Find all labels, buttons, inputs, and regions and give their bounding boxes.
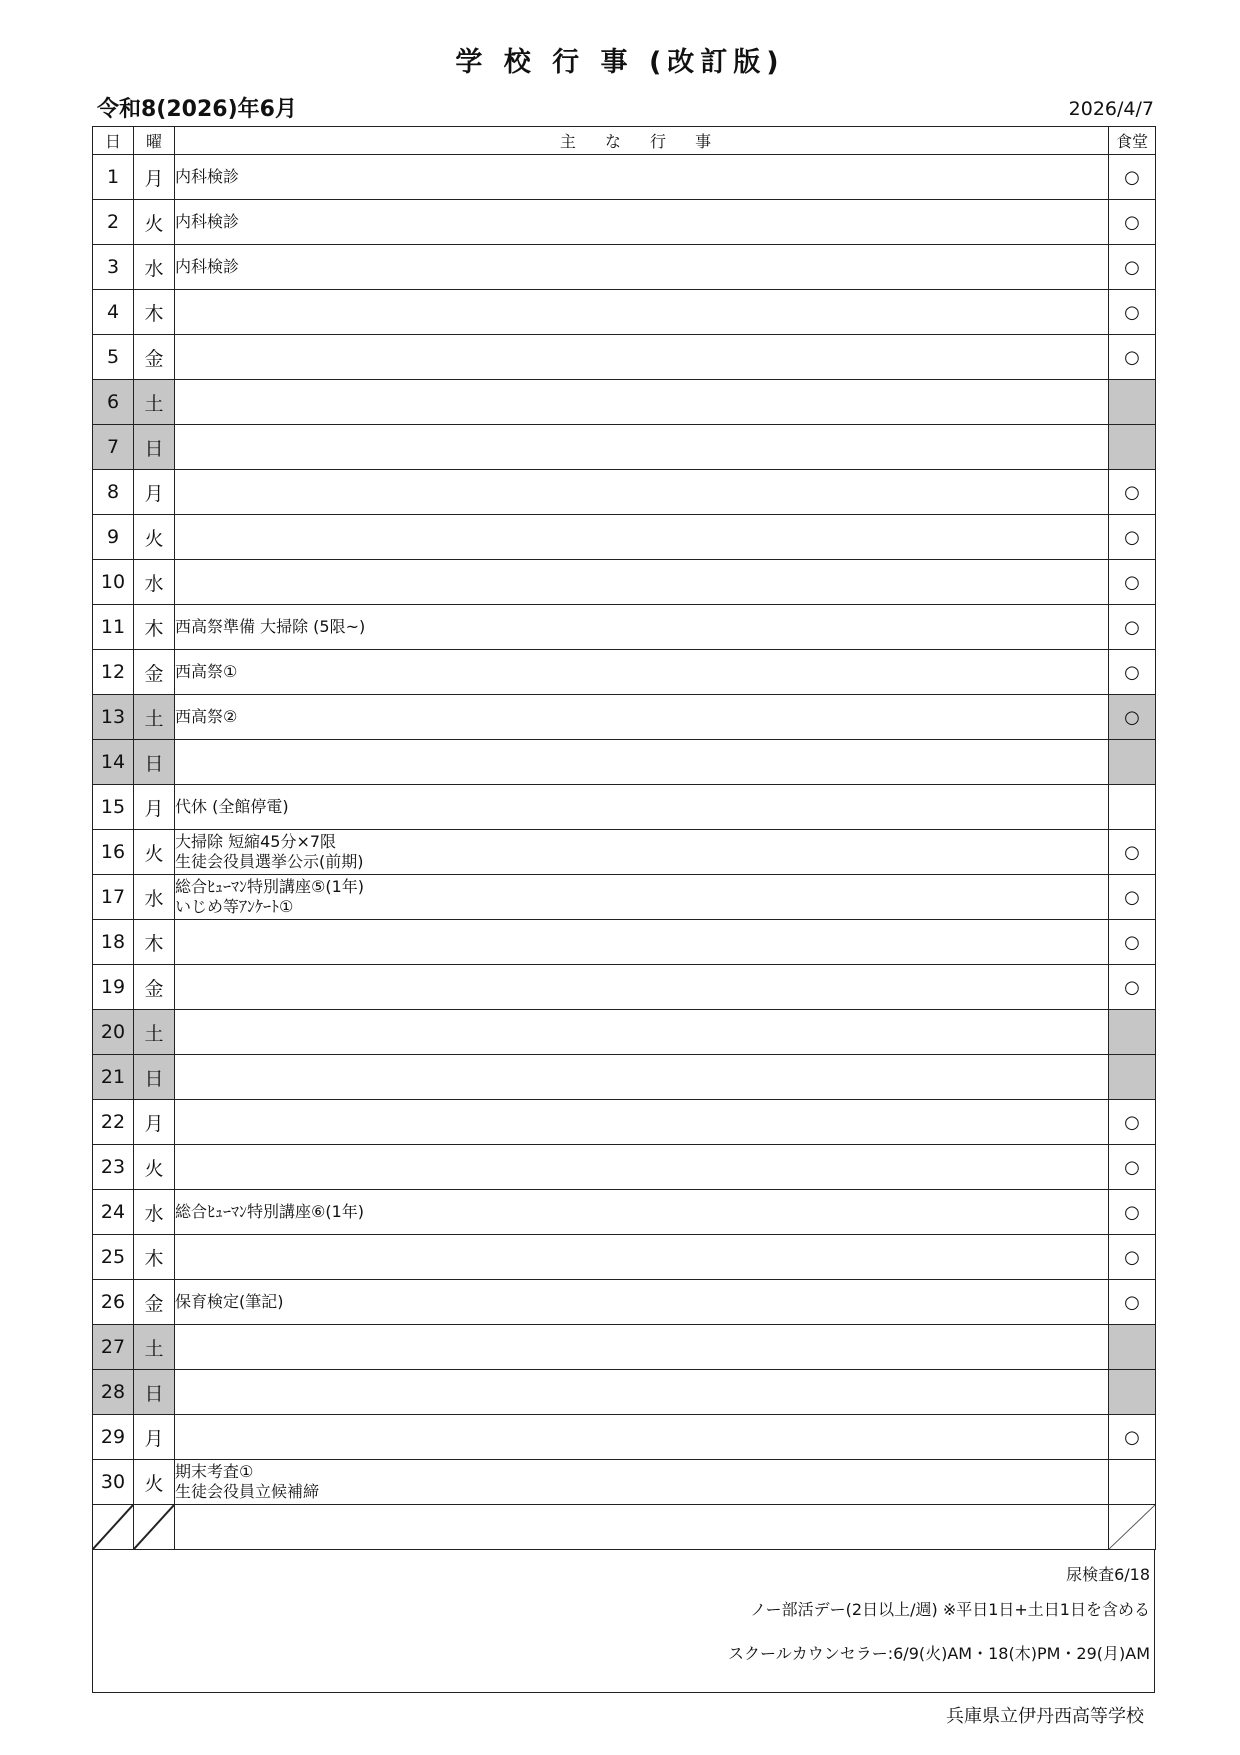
table-row (93, 1460, 1156, 1505)
day-number: 20 (93, 1010, 134, 1055)
cafeteria-mark (1109, 380, 1156, 425)
events-cell (175, 1145, 1109, 1190)
weekday: 火 (134, 515, 175, 560)
cafeteria-mark: ○ (1109, 1145, 1156, 1190)
table-row (93, 1100, 1156, 1145)
table-header-row (93, 127, 1156, 155)
table-row (93, 1010, 1156, 1055)
event-text: 内科検診 (175, 212, 240, 231)
weekday: 土 (134, 695, 175, 740)
table-row (93, 650, 1156, 695)
event-text: いじめ等ｱﾝｹｰﾄ① (175, 897, 294, 916)
table-row (93, 1370, 1156, 1415)
table-row (93, 1235, 1156, 1280)
events-cell (175, 380, 1109, 425)
event-text: 生徒会役員立候補締 (175, 1482, 320, 1501)
day-number: 8 (93, 470, 134, 515)
table-row (93, 1325, 1156, 1370)
weekday: 日 (134, 740, 175, 785)
table-row (93, 290, 1156, 335)
cafeteria-mark: ○ (1109, 1415, 1156, 1460)
event-text: 内科検診 (175, 257, 240, 276)
events-cell (175, 425, 1109, 470)
day-number: 26 (93, 1280, 134, 1325)
weekday: 日 (134, 1370, 175, 1415)
event-text: 大掃除 短縮45分×7限 (175, 832, 337, 851)
day-number: 5 (93, 335, 134, 380)
weekday: 火 (134, 1460, 175, 1505)
cafeteria-mark (1109, 740, 1156, 785)
day-number: 16 (93, 830, 134, 875)
table-row (93, 740, 1156, 785)
day-number: 4 (93, 290, 134, 335)
table-row (93, 1055, 1156, 1100)
day-number: 10 (93, 560, 134, 605)
events-cell (175, 200, 1109, 245)
note-urine-test: 尿検査6/18 (1066, 1565, 1150, 1584)
events-cell (175, 1415, 1109, 1460)
header-cafeteria: 食堂 (1109, 127, 1156, 155)
weekday: 水 (134, 1190, 175, 1235)
table-row (93, 1415, 1156, 1460)
event-text: 期末考査① (175, 1462, 254, 1481)
header-weekday: 曜 (134, 127, 175, 155)
cafeteria-mark: ○ (1109, 515, 1156, 560)
weekday: 金 (134, 965, 175, 1010)
table-row (93, 965, 1156, 1010)
weekday: 日 (134, 425, 175, 470)
cafeteria-mark: ○ (1109, 290, 1156, 335)
table-row (93, 785, 1156, 830)
weekday: 火 (134, 830, 175, 875)
day-number: 21 (93, 1055, 134, 1100)
day-number: 3 (93, 245, 134, 290)
event-text: 西高祭② (175, 707, 238, 726)
day-number: 27 (93, 1325, 134, 1370)
school-name: 兵庫県立伊丹西高等学校 (946, 1706, 1144, 1727)
cafeteria-mark (1109, 1325, 1156, 1370)
day-number: 30 (93, 1460, 134, 1505)
table-row (93, 1145, 1156, 1190)
slash-mark (93, 1505, 133, 1549)
weekday: 土 (134, 380, 175, 425)
weekday: 土 (134, 1325, 175, 1370)
events-cell (175, 470, 1109, 515)
slash-cell (134, 1505, 175, 1550)
weekday: 水 (134, 245, 175, 290)
events-cell (175, 605, 1109, 650)
events-cell (175, 560, 1109, 605)
weekday: 火 (134, 1145, 175, 1190)
slash-mark (134, 1505, 174, 1549)
cafeteria-mark: ○ (1109, 920, 1156, 965)
day-number: 17 (93, 875, 134, 920)
table-row (93, 1280, 1156, 1325)
day-number: 7 (93, 425, 134, 470)
events-cell (175, 830, 1109, 875)
day-number: 29 (93, 1415, 134, 1460)
issue-date: 2026/4/7 (1068, 98, 1154, 120)
events-cell (175, 1190, 1109, 1235)
table-row (93, 470, 1156, 515)
table-row (93, 380, 1156, 425)
cafeteria-mark: ○ (1109, 650, 1156, 695)
cafeteria-mark: ○ (1109, 830, 1156, 875)
event-text: 生徒会役員選挙公示(前期) (175, 852, 364, 871)
weekday: 日 (134, 1055, 175, 1100)
cafeteria-mark: ○ (1109, 560, 1156, 605)
events-cell (175, 920, 1109, 965)
day-number: 9 (93, 515, 134, 560)
day-number: 1 (93, 155, 134, 200)
cafeteria-mark: ○ (1109, 200, 1156, 245)
note-counselor: スクールカウンセラー:6/9(火)AM・18(木)PM・29(月)AM (728, 1644, 1150, 1663)
day-number: 24 (93, 1190, 134, 1235)
weekday: 月 (134, 155, 175, 200)
calendar-body (93, 155, 1156, 1550)
table-row (93, 335, 1156, 380)
events-cell (175, 650, 1109, 695)
cafeteria-mark: ○ (1109, 1235, 1156, 1280)
events-cell (175, 1325, 1109, 1370)
events-cell (175, 1460, 1109, 1505)
table-row (93, 560, 1156, 605)
cafeteria-mark (1109, 1055, 1156, 1100)
day-number: 25 (93, 1235, 134, 1280)
header-events: 主 な 行 事 (175, 127, 1109, 155)
note-no-club-day: ノー部活デー(2日以上/週) ※平日1日+土日1日を含める (750, 1600, 1150, 1619)
table-row (93, 200, 1156, 245)
era-month-label: 令和8(2026)年6月 (97, 97, 297, 122)
event-text: 西高祭準備 大掃除 (5限~) (175, 617, 366, 636)
day-number: 13 (93, 695, 134, 740)
day-number: 14 (93, 740, 134, 785)
weekday: 火 (134, 200, 175, 245)
cafeteria-mark: ○ (1109, 605, 1156, 650)
table-row (93, 875, 1156, 920)
events-cell (175, 1235, 1109, 1280)
cafeteria-mark: ○ (1109, 1280, 1156, 1325)
events-cell (175, 1100, 1109, 1145)
table-row (93, 245, 1156, 290)
table-row (93, 695, 1156, 740)
events-cell (175, 740, 1109, 785)
weekday: 木 (134, 920, 175, 965)
event-text: 代休 (全館停電) (175, 797, 289, 816)
events-cell (175, 290, 1109, 335)
cafeteria-mark (1109, 425, 1156, 470)
cafeteria-mark: ○ (1109, 1100, 1156, 1145)
header-day: 日 (93, 127, 134, 155)
cafeteria-mark (1109, 1370, 1156, 1415)
weekday: 月 (134, 1100, 175, 1145)
day-number: 2 (93, 200, 134, 245)
cafeteria-mark (1109, 1010, 1156, 1055)
cafeteria-mark: ○ (1109, 695, 1156, 740)
document-title: 学 校 行 事 (改訂版) (455, 47, 785, 78)
events-cell (175, 515, 1109, 560)
day-number: 12 (93, 650, 134, 695)
day-number: 28 (93, 1370, 134, 1415)
event-text: 西高祭① (175, 662, 238, 681)
cafeteria-mark (1109, 785, 1156, 830)
slash-cell (93, 1505, 134, 1550)
weekday: 金 (134, 335, 175, 380)
events-cell (175, 875, 1109, 920)
weekday: 月 (134, 785, 175, 830)
events-cell (175, 245, 1109, 290)
events-cell (175, 785, 1109, 830)
day-number: 15 (93, 785, 134, 830)
weekday: 金 (134, 650, 175, 695)
weekday: 水 (134, 875, 175, 920)
event-text: 保育検定(筆記) (175, 1292, 284, 1311)
events-cell (175, 1370, 1109, 1415)
slash-cell (1109, 1505, 1156, 1550)
table-row (93, 425, 1156, 470)
events-cell (175, 1010, 1109, 1055)
events-cell (175, 695, 1109, 740)
weekday: 木 (134, 290, 175, 335)
cafeteria-mark: ○ (1109, 1190, 1156, 1235)
empty-event-cell (175, 1505, 1109, 1550)
cafeteria-mark: ○ (1109, 470, 1156, 515)
table-row (93, 515, 1156, 560)
weekday: 土 (134, 1010, 175, 1055)
slash-mark (1109, 1505, 1155, 1549)
table-row-blank (93, 1505, 1156, 1550)
weekday: 月 (134, 1415, 175, 1460)
event-text: 総合ﾋｭｰﾏﾝ特別講座⑥(1年) (175, 1202, 365, 1221)
event-calendar-table (92, 126, 1156, 1550)
weekday: 金 (134, 1280, 175, 1325)
cafeteria-mark: ○ (1109, 245, 1156, 290)
cafeteria-mark: ○ (1109, 335, 1156, 380)
events-cell (175, 1055, 1109, 1100)
table-row (93, 605, 1156, 650)
events-cell (175, 155, 1109, 200)
weekday: 水 (134, 560, 175, 605)
table-row (93, 920, 1156, 965)
day-number: 19 (93, 965, 134, 1010)
day-number: 23 (93, 1145, 134, 1190)
notes-box (92, 1550, 1155, 1693)
table-row (93, 1190, 1156, 1235)
weekday: 木 (134, 1235, 175, 1280)
cafeteria-mark: ○ (1109, 875, 1156, 920)
cafeteria-mark: ○ (1109, 965, 1156, 1010)
day-number: 11 (93, 605, 134, 650)
weekday: 木 (134, 605, 175, 650)
events-cell (175, 1280, 1109, 1325)
day-number: 6 (93, 380, 134, 425)
weekday: 月 (134, 470, 175, 515)
events-cell (175, 965, 1109, 1010)
day-number: 18 (93, 920, 134, 965)
events-cell (175, 335, 1109, 380)
cafeteria-mark (1109, 1460, 1156, 1505)
day-number: 22 (93, 1100, 134, 1145)
table-row (93, 155, 1156, 200)
event-text: 総合ﾋｭｰﾏﾝ特別講座⑤(1年) (175, 877, 365, 896)
cafeteria-mark: ○ (1109, 155, 1156, 200)
table-row (93, 830, 1156, 875)
event-text: 内科検診 (175, 167, 240, 186)
